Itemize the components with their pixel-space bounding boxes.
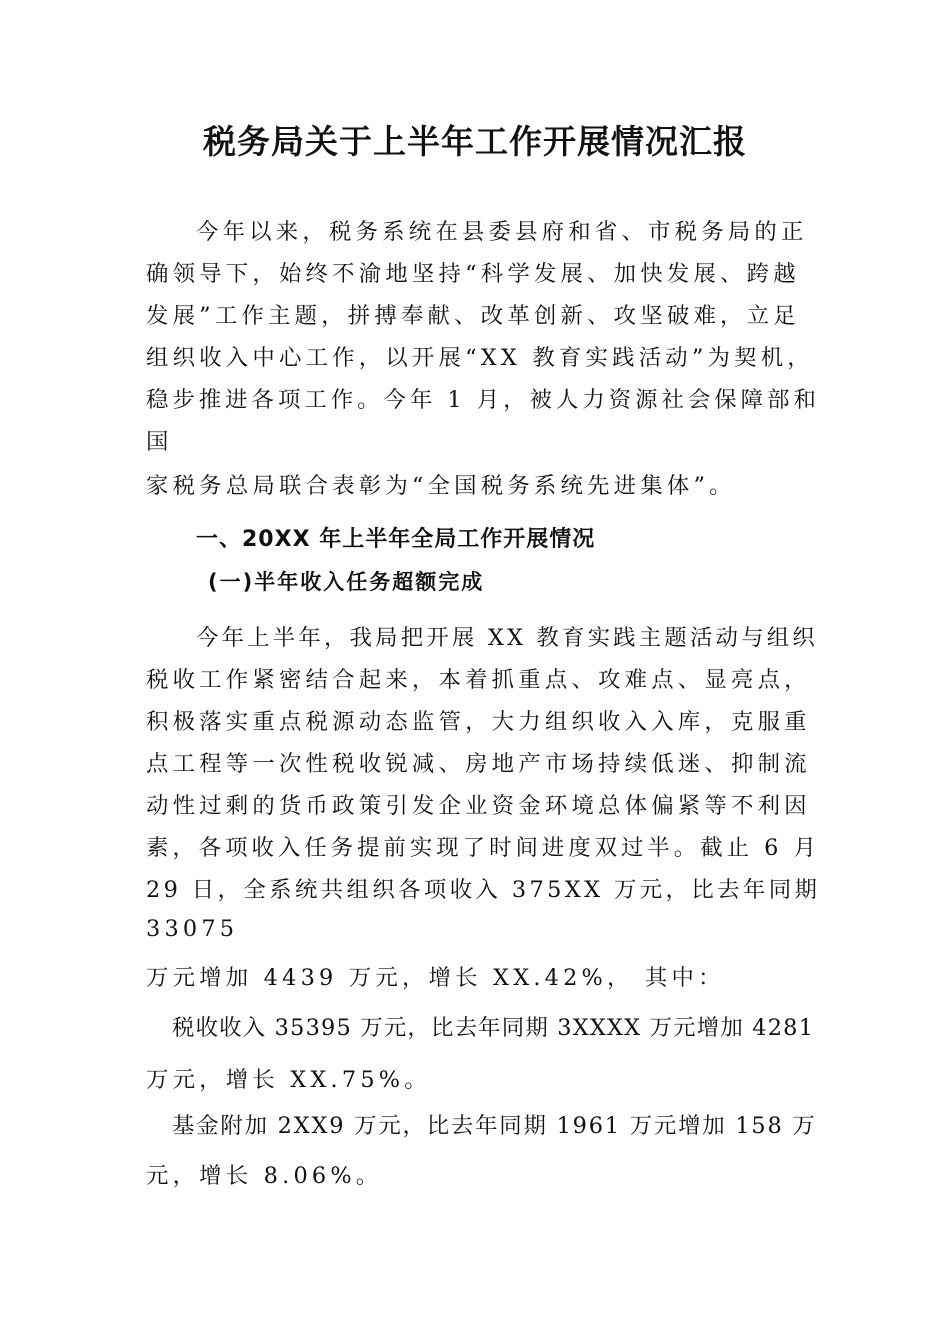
intro-line-1: 今年以来，税务系统在县委县府和省、市税务局的正 (196, 219, 808, 245)
intro-line-7: 家税务总局联合表彰为“全国税务系统先进集体”。 (146, 473, 736, 499)
body-line-9: 万元增加 4439 万元，增长 XX.42%， 其中： (146, 965, 725, 991)
section-heading-1: 一、20XX 年上半年全局工作开展情况 (196, 527, 596, 552)
body-line-8: 33075 (146, 916, 239, 942)
body-line-7: 29 日，全系统共组织各项收入 375XX 万元，比去年同期 (146, 877, 821, 903)
body-line-10: 税收收入 35395 万元，比去年同期 3XXXX 万元增加 4281 (172, 1015, 815, 1041)
intro-line-2: 确领导下，始终不渝地坚持“科学发展、加快发展、跨越 (146, 261, 800, 287)
body-line-12: 基金附加 2XX9 万元，比去年同期 1961 万元增加 158 万 (172, 1113, 817, 1139)
body-line-13: 元，增长 8.06%。 (146, 1163, 383, 1189)
document-title: 税务局关于上半年工作开展情况汇报 (203, 122, 747, 161)
intro-line-3: 发展”工作主题，拼搏奉献、改革创新、攻坚破难，立足 (146, 303, 800, 329)
body-line-11: 万元，增长 XX.75%。 (146, 1067, 431, 1093)
body-line-6: 素，各项收入任务提前实现了时间进度双过半。截止 6 月 (146, 835, 820, 861)
body-line-1: 今年上半年，我局把开展 XX 教育实践主题活动与组织 (196, 625, 818, 651)
body-line-5: 动性过剩的货币政策引发企业资金环境总体偏紧等不利因 (146, 793, 811, 819)
body-line-3: 积极落实重点税源动态监管，大力组织收入入库，克服重 (146, 709, 811, 735)
subsection-heading-1: (一)半年收入任务超额完成 (208, 570, 485, 594)
body-line-4: 点工程等一次性税收锐减、房地产市场持续低迷、抑制流 (146, 751, 811, 777)
intro-line-4: 组织收入中心工作，以开展“XX 教育实践活动”为契机， (146, 345, 814, 371)
intro-line-6: 国 (146, 429, 173, 455)
intro-line-5: 稳步推进各项工作。今年 1 月，被人力资源社会保障部和 (146, 387, 820, 413)
body-line-2: 税收工作紧密结合起来，本着抓重点、攻难点、显亮点， (146, 667, 811, 693)
